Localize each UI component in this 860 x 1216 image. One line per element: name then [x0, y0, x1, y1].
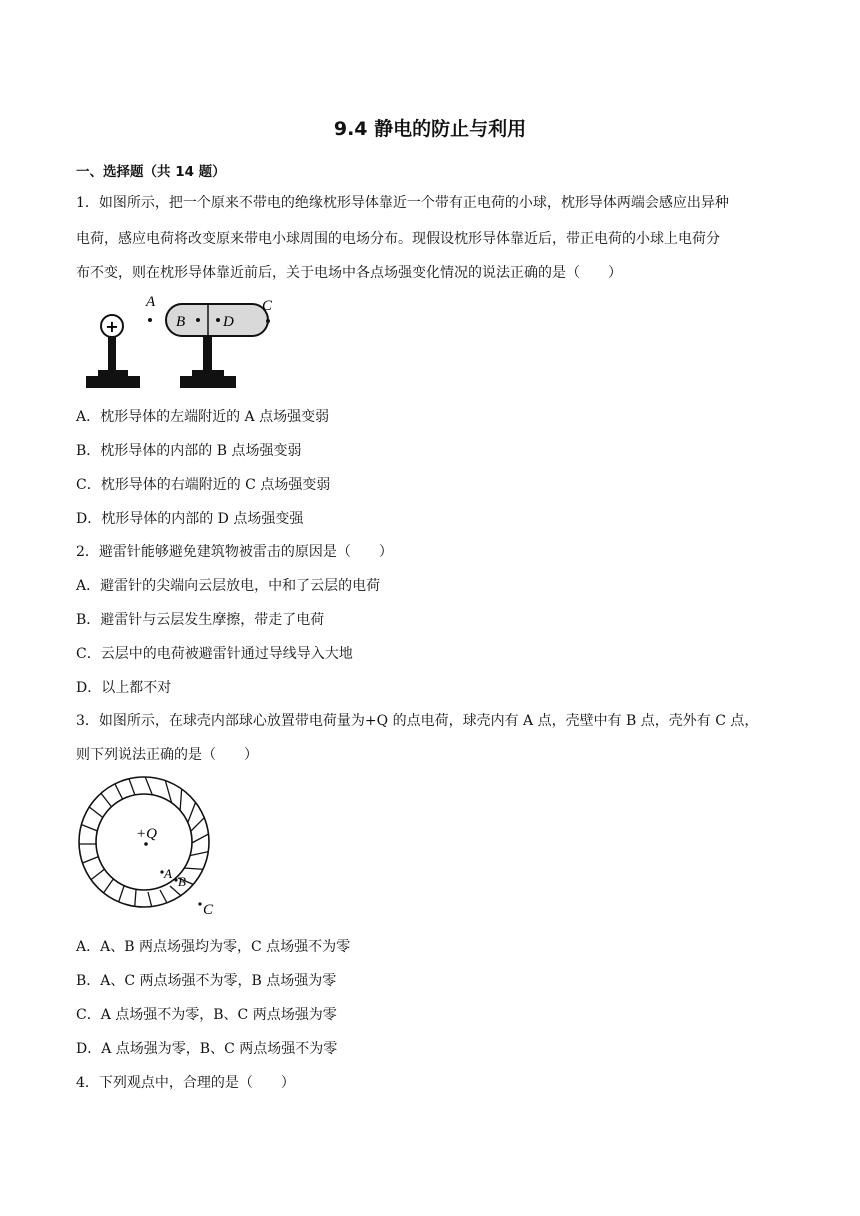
q2-stem: 2．避雷针能够避免建筑物被雷击的原因是（ ） — [76, 544, 393, 560]
q4-stem: 4．下列观点中，合理的是（ ） — [76, 1075, 295, 1091]
q3-stem-line-1: 3．如图所示，在球壳内部球心放置带电荷量为+Q 的点电荷，球壳内有 A 点，壳壁中有 B 点，壳外有 C 点， — [76, 713, 759, 729]
q1-option-a: A．枕形导体的左端附近的 A 点场强变弱 — [76, 409, 330, 425]
q3-option-a: A．A、B 两点场强均为零，C 点场强不为零 — [76, 939, 351, 955]
charge-q-label: +Q — [136, 826, 157, 842]
q3-spherical-shell-figure — [76, 774, 226, 924]
q1-option-b: B．枕形导体的内部的 B 点场强变弱 — [76, 443, 302, 459]
q2-option-b: B．避雷针与云层发生摩擦，带走了电荷 — [76, 612, 325, 628]
q1-stem-line-1: 1．如图所示，把一个原来不带电的绝缘枕形导体靠近一个带有正电荷的小球，枕形导体两端会感应出异种 — [76, 195, 729, 211]
q3-option-d: D．A 点场强为零，B、C 两点场强不为零 — [76, 1041, 338, 1057]
q1-stem-line-2: 电荷，感应电荷将改变原来带电小球周围的电场分布。现假设枕形导体靠近后，带正电荷的小球上电荷分 — [76, 231, 720, 247]
q3-stem-line-2: 则下列说法正确的是（ ） — [76, 747, 258, 763]
q3-option-b: B．A、C 两点场强不为零，B 点场强为零 — [76, 973, 337, 989]
pillow-conductor — [166, 304, 268, 388]
point-b-label: B — [178, 874, 186, 889]
section-heading: 一、选择题（共 14 题） — [76, 164, 226, 180]
point-b-label: B — [176, 314, 186, 330]
point-a-label: A — [164, 866, 172, 881]
q2-option-c: C．云层中的电荷被避雷针通过导线导入大地 — [76, 646, 353, 662]
page-title: 9.4 静电的防止与利用 — [333, 118, 527, 140]
point-d-label: D — [223, 314, 234, 330]
q2-option-a: A．避雷针的尖端向云层放电，中和了云层的电荷 — [76, 578, 381, 594]
point-c-label: C — [262, 298, 273, 314]
point-c-label: C — [203, 902, 214, 918]
point-a-label: A — [146, 294, 156, 310]
plus-sign-label: + — [105, 317, 119, 336]
q1-stem-line-3: 布不变，则在枕形导体靠近前后，关于电场中各点场强变化情况的说法正确的是（ ） — [76, 265, 622, 281]
charged-ball-stand — [86, 315, 140, 388]
q1-pillow-conductor-figure — [76, 290, 286, 394]
q2-option-d: D．以上都不对 — [76, 680, 172, 696]
q1-option-d: D．枕形导体的内部的 D 点场强变强 — [76, 511, 304, 527]
q3-option-c: C．A 点场强不为零，B、C 两点场强为零 — [76, 1007, 337, 1023]
q1-option-c: C．枕形导体的右端附近的 C 点场强变弱 — [76, 477, 331, 493]
